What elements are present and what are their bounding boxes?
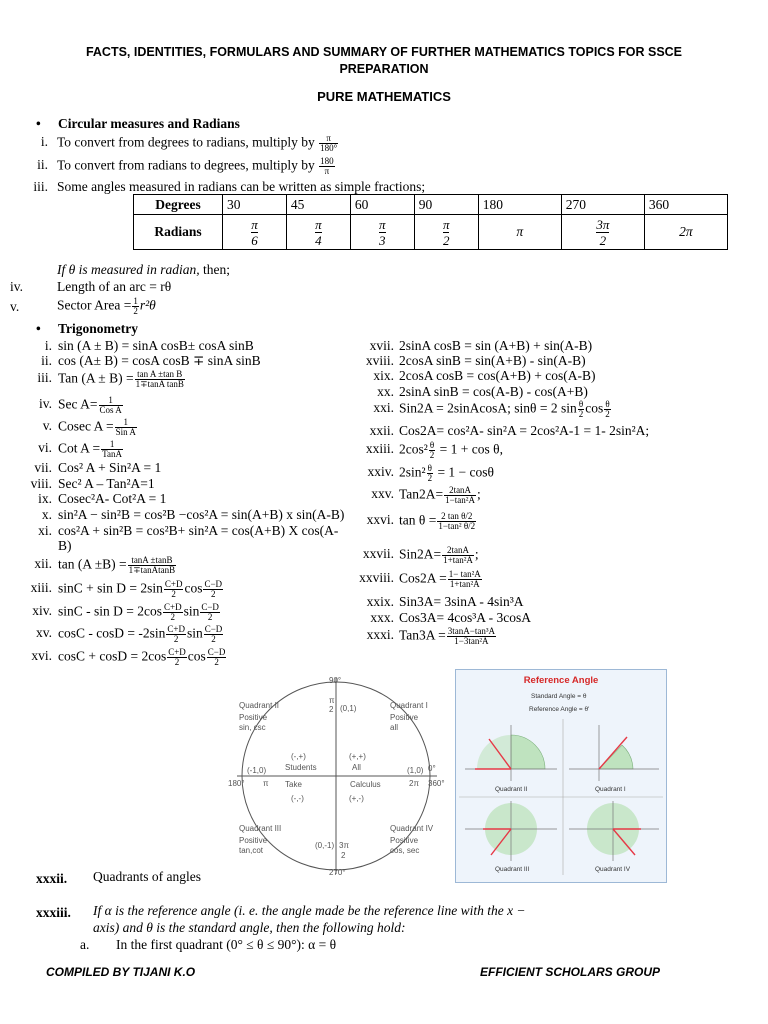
footer-right: EFFICIENT SCHOLARS GROUP <box>480 965 661 979</box>
item-number: iii. <box>33 179 48 194</box>
formula-number: xviii. <box>365 353 394 368</box>
label-sign-q2: (-,+) <box>291 752 306 761</box>
formula: cosC - cosD = -2sin $\frac{C+D}{2}$ sin $\frac{C-D}{2}$ <box>58 624 223 644</box>
formula-number: xxix. <box>366 594 394 609</box>
ref-reference-angle: Reference Angle = θ' <box>529 706 590 713</box>
ref-q4-label: Quadrant IV <box>595 866 631 873</box>
label-3pi-den: 2 <box>341 851 346 860</box>
circular-item-ii: To convert from radians to degrees, multiply by $\frac{180}{\pi}$ <box>57 156 334 176</box>
formula-number: ii. <box>41 353 52 368</box>
label-students: Students <box>285 763 317 772</box>
formula-number: xx. <box>377 384 394 399</box>
ref-q1-label: Quadrant I <box>595 786 626 793</box>
label-q2-positive: Positive <box>239 713 268 722</box>
item-number: iv. <box>10 279 23 294</box>
formula: 2sinA sinB = cos(A-B) - cos(A+B) <box>399 384 588 399</box>
label-take: Take <box>285 780 302 789</box>
formula-number: xvi. <box>31 648 52 663</box>
item-number: xxxii. <box>36 871 68 886</box>
formula: Cosec²A- Cot²A = 1 <box>58 491 167 506</box>
formula-number: vi. <box>38 440 52 455</box>
section-title: PURE MATHEMATICS <box>317 89 451 104</box>
formula-number: xxvi. <box>366 512 394 527</box>
label-2pi: 2π <box>409 779 419 788</box>
formula: 2cos² $\frac{\theta}{2}$ = 1 + cos θ, <box>399 440 503 460</box>
label-0-1: (0,1) <box>340 704 357 713</box>
formula: sin (A ± B) = sinA cosB± cosA sinB <box>58 338 254 353</box>
label-pi: π <box>263 779 269 788</box>
formula-number: x. <box>41 507 52 522</box>
quadrants-caption: Quadrants of angles <box>93 869 201 884</box>
label-q1-positive: Positive <box>390 713 419 722</box>
arc-length: Length of an arc = rθ <box>57 279 172 294</box>
label-1-0: (1,0) <box>407 766 424 775</box>
formula-number: xvii. <box>369 338 394 353</box>
ref-angle-text-1: If α is the reference angle (i. e. the angle made be the reference line with the x − <box>93 903 526 918</box>
radian-note: If θ is measured in radian, then; <box>57 262 231 277</box>
radian-cell: $\frac{3\pi}{2}$ <box>561 215 644 250</box>
label-270: 270° <box>329 868 346 877</box>
quadrant-diagram <box>225 672 447 880</box>
item-number: ii. <box>37 157 48 172</box>
bullet-trig: • <box>36 321 41 336</box>
formula: Tan2A= $\frac{2\tan A}{\text{1−tan²A}}$ ; <box>399 485 481 505</box>
label-quadrant-2: Quadrant II <box>239 701 280 710</box>
formula: tan θ = $\frac{\text{2 tan θ/2}}{\text{1−tan² θ/2}}$ <box>399 511 476 531</box>
radian-cell: $\frac{\pi}{6}$ <box>223 215 287 250</box>
reference-angle-figure <box>455 669 667 883</box>
radian-cell: $\frac{\pi}{3}$ <box>350 215 414 250</box>
formula-number: viii. <box>30 476 52 491</box>
formula: cosC + cosD = 2cos $\frac{C+D}{2}$ cos $\frac{C-D}{2}$ <box>58 647 226 667</box>
formula: Cos² A + Sin²A = 1 <box>58 460 162 475</box>
degree-cell: 180 <box>478 195 561 215</box>
formula: Sin3A= 3sinA - 4sin³A <box>399 594 524 609</box>
first-quadrant-rule: In the first quadrant (0° ≤ θ ≤ 90°): α = θ <box>116 937 337 952</box>
label-quadrant-4: Quadrant IV <box>390 824 434 833</box>
ref-standard-angle: Standard Angle = θ <box>531 693 587 700</box>
label-pi-den: 2 <box>329 705 334 714</box>
circular-item-i: To convert from degrees to radians, multiply by $\frac{\pi}{180^\circ}$ <box>57 133 338 153</box>
formula: Tan3A = $\frac{\text{3tanA−tan³A}}{\text{1−3tan²A}}$ <box>399 626 496 646</box>
item-number: xxxiii. <box>36 905 71 920</box>
formula: 2cosA sinB = sin(A+B) - sin(A-B) <box>399 353 586 368</box>
formula: 2cosA cosB = cos(A+B) + cos(A-B) <box>399 368 596 383</box>
ref-title: Reference Angle <box>523 675 599 686</box>
formula: Sin2A= $\frac{2\tan A}{\text{1+tan²A}}$ ; <box>399 545 479 565</box>
degree-cell: 60 <box>350 195 414 215</box>
ref-q2-label: Quadrant II <box>495 786 528 793</box>
formula-number: v. <box>42 418 52 433</box>
formula-number: xiv. <box>32 603 52 618</box>
degrees-label: Degrees <box>134 195 223 215</box>
degree-cell: 270 <box>561 195 644 215</box>
formula: Sec² A – Tan²A=1 <box>58 476 155 491</box>
item-number: v. <box>10 299 20 314</box>
formula: 2sin² $\frac{\theta}{2}$ = 1 − cosθ <box>399 463 495 483</box>
label-quadrant-3: Quadrant III <box>239 824 282 833</box>
formula: Sin2A = 2sinAcosA; sinθ = 2 sin $\frac{\theta}{2}$ cos $\frac{\theta}{2}$ <box>399 399 610 419</box>
label-0deg: 0° <box>428 764 436 773</box>
formula: Cosec A = $\frac{1}{\text{Sin A}}$ <box>58 417 136 437</box>
degree-cell: 30 <box>223 195 287 215</box>
label-pi-num: π <box>329 696 335 705</box>
ref-angle-text-2: axis) and θ is the standard angle, then the following hold: <box>93 920 406 935</box>
formula-number: xxiii. <box>365 441 394 456</box>
label-sign-q3: (-,-) <box>291 794 304 803</box>
label-neg1-0: (-1,0) <box>247 766 267 775</box>
radians-label: Radians <box>134 215 223 250</box>
formula-number: xxiv. <box>367 464 394 479</box>
angle-table <box>133 194 728 250</box>
label-q4-funcs: cos, sec <box>390 846 420 855</box>
doc-title-line1: FACTS, IDENTITIES, FORMULARS AND SUMMARY OF FURTHER MATHEMATICS TOPICS FOR SSCE <box>85 45 683 59</box>
label-180: 180° <box>228 779 245 788</box>
item-number: i. <box>40 134 48 149</box>
formula-number: iii. <box>37 370 52 385</box>
item-number: a. <box>80 937 90 952</box>
formula: Cot A = $\frac{1}{\text{TanA}}$ <box>58 439 123 459</box>
formula-number: vii. <box>34 460 52 475</box>
formula: 2sinA cosB = sin (A+B) + sin(A-B) <box>399 338 593 353</box>
bullet-circular: • <box>36 116 41 131</box>
label-90: 90° <box>329 676 342 685</box>
degree-cell: 45 <box>286 195 350 215</box>
formula-number: i. <box>44 338 52 353</box>
formula-number: xiii. <box>30 580 52 595</box>
doc-title-line2: PREPARATION <box>339 62 429 76</box>
degree-cell: 360 <box>644 195 727 215</box>
label-sign-q4: (+,-) <box>349 794 364 803</box>
circular-heading: Circular measures and Radians <box>58 116 240 131</box>
formula: Tan (A ± B) = $\frac{\text{tan A ±tan B}}{\text{1∓tanA tanB}}$ <box>58 369 184 389</box>
label-all: All <box>352 763 361 772</box>
formula-number: iv. <box>39 396 52 411</box>
formula-number: ix. <box>38 491 52 506</box>
formula-number: xxx. <box>370 610 394 625</box>
formula-continuation: B) <box>58 538 72 553</box>
formula: sinC - sin D = 2cos $\frac{C+D}{2}$ sin $\frac{C-D}{2}$ <box>58 602 219 622</box>
label-0-neg1: (0,-1) <box>315 841 335 850</box>
formula: sinC + sin D = 2sin $\frac{C+D}{2}$ cos $\frac{C-D}{2}$ <box>58 579 223 599</box>
formula: cos (A± B) = cosA cosB ∓ sinA sinB <box>58 353 261 368</box>
radian-cell: $\frac{\pi}{2}$ <box>414 215 478 250</box>
label-q1-funcs: all <box>390 723 399 732</box>
formula-number: xxii. <box>369 423 394 438</box>
formula: Sec A= $\frac{1}{\text{Cos A}}$ <box>58 395 122 415</box>
formula-number: xxviii. <box>359 570 394 585</box>
label-q4-positive: Positive <box>390 836 419 845</box>
formula-number: xv. <box>36 625 52 640</box>
radian-cell: $\frac{\pi}{4}$ <box>286 215 350 250</box>
label-q2-funcs: sin, csc <box>239 723 266 732</box>
formula-number: xi. <box>38 523 52 538</box>
formula: sin²A − sin²B = cos²B −cos²A = sin(A+B) x sin(A-B) <box>58 507 345 522</box>
radian-cell: π <box>478 215 561 250</box>
label-calculus: Calculus <box>350 780 381 789</box>
formula: Cos3A= 4cos³A - 3cosA <box>399 610 532 625</box>
formula: Cos2A = $\frac{\text{1− tan²A}}{\text{1+tan²A}}$ <box>399 569 481 589</box>
sector-area: Sector Area = $\frac{1}{2}$ r²θ <box>57 296 156 316</box>
label-360: 360° <box>428 779 445 788</box>
radian-cell: 2π <box>644 215 727 250</box>
formula-number: xix. <box>373 368 394 383</box>
trig-heading: Trigonometry <box>58 321 138 336</box>
formula-number: xxxi. <box>366 627 394 642</box>
label-quadrant-1: Quadrant I <box>390 701 428 710</box>
formula: Cos2A= cos²A- sin²A = 2cos²A-1 = 1- 2sin²A; <box>399 423 650 438</box>
label-q3-positive: Positive <box>239 836 268 845</box>
formula-number: xxi. <box>373 400 394 415</box>
ref-q3-label: Quadrant III <box>495 866 530 873</box>
label-sign-q1: (+,+) <box>349 752 366 761</box>
circular-item-iii: Some angles measured in radians can be written as simple fractions; <box>57 179 426 194</box>
formula-number: xxv. <box>371 486 394 501</box>
formula: cos²A + sin²B = cos²B+ sin²A = cos(A+B) X cos(A- <box>58 523 339 538</box>
label-3pi-num: 3π <box>339 841 349 850</box>
formula: tan (A ±B) = $\frac{\tan A \pm\tan B}{\text{1∓tanAtanB}}$ <box>58 555 176 575</box>
label-q3-funcs: tan,cot <box>239 846 264 855</box>
footer-left: COMPILED BY TIJANI K.O <box>46 965 196 979</box>
degree-cell: 90 <box>414 195 478 215</box>
formula-number: xxvii. <box>362 546 394 561</box>
formula-number: xii. <box>34 556 52 571</box>
